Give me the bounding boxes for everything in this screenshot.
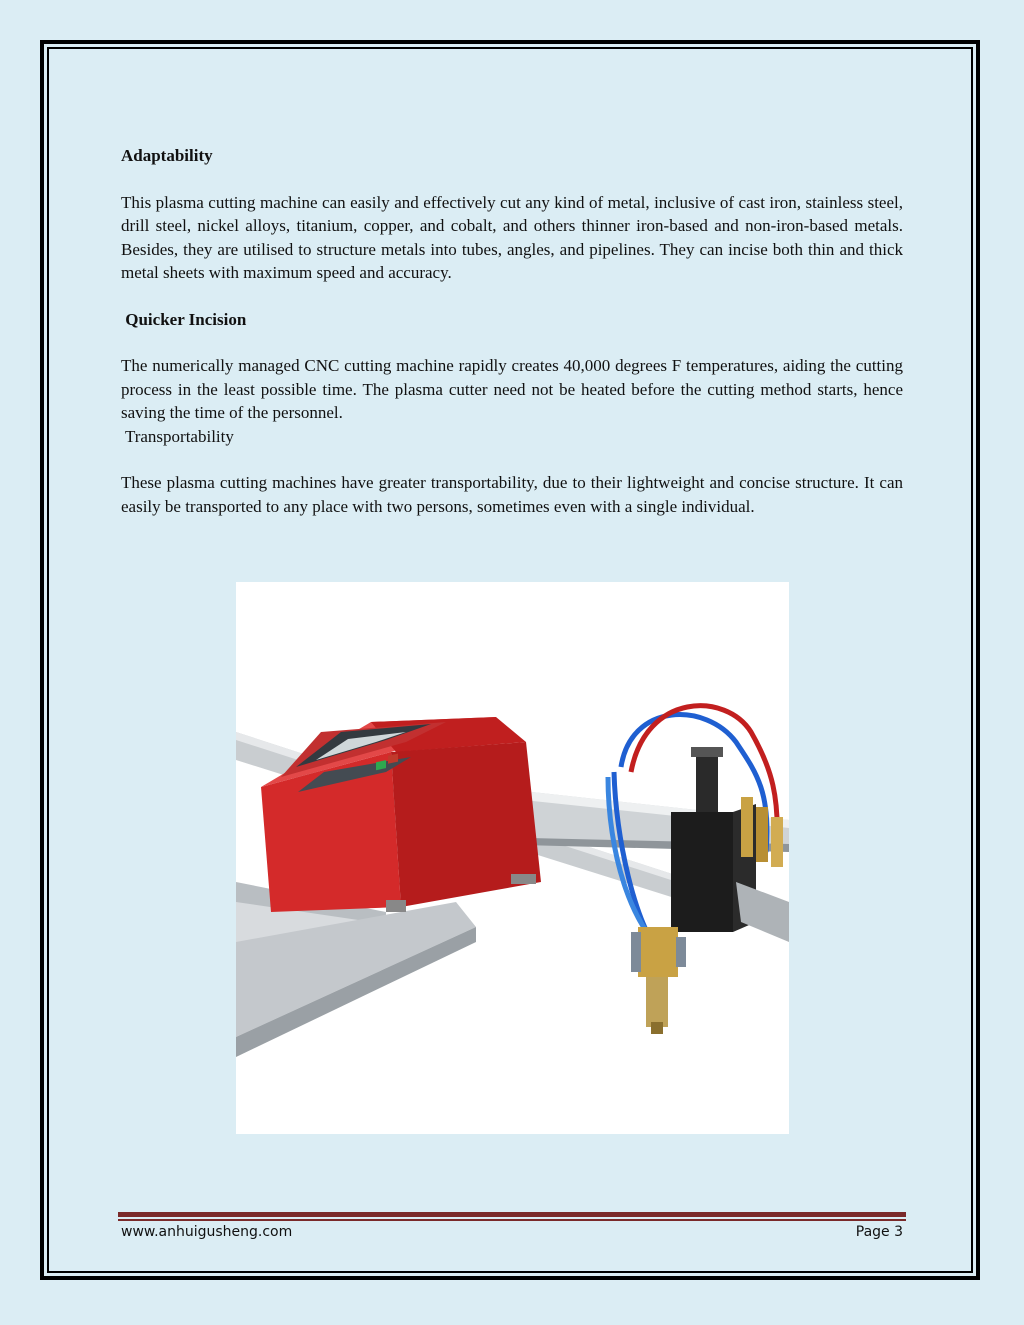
footer-page-number: Page 3 [855, 1224, 903, 1240]
document-body [121, 144, 903, 518]
section-heading-quicker-incision: Quicker Incision [121, 309, 247, 329]
footer-rule-thick [118, 1212, 906, 1217]
section-body-transportability: These plasma cutting machines have greater transportability, due to their lightweight and concise structure. It can easily be transported to any place with two persons, sometimes even with a single individual. [121, 473, 903, 516]
footer-rule-thin [118, 1219, 906, 1221]
plasma-cutter-illustration [236, 582, 789, 1134]
plasma-cutter-photo [236, 582, 789, 1134]
section-heading-transportability: Transportability [121, 426, 234, 446]
section-heading-adaptability: Adaptability [121, 146, 213, 165]
footer-website: www.anhuigusheng.com [121, 1224, 293, 1240]
section-body-quicker-incision: The numerically managed CNC cutting machine rapidly creates 40,000 degrees F temperatures, aiding the cutting process in the least possible time. The plasma cutter need not be heated before the cutting method starts, hence saving the time of the personnel. [121, 356, 903, 422]
section-body-adaptability: This plasma cutting machine can easily and effectively cut any kind of metal, inclusive of cast iron, stainless steel, drill steel, nickel alloys, titanium, copper, and cobalt, and others thinner iron-based and non-iron-based metals. Besides, they are utilised to structure metals into tubes, angles, and pipelines. They can incise both thin and thick metal sheets with maximum speed and accuracy. [121, 192, 903, 282]
